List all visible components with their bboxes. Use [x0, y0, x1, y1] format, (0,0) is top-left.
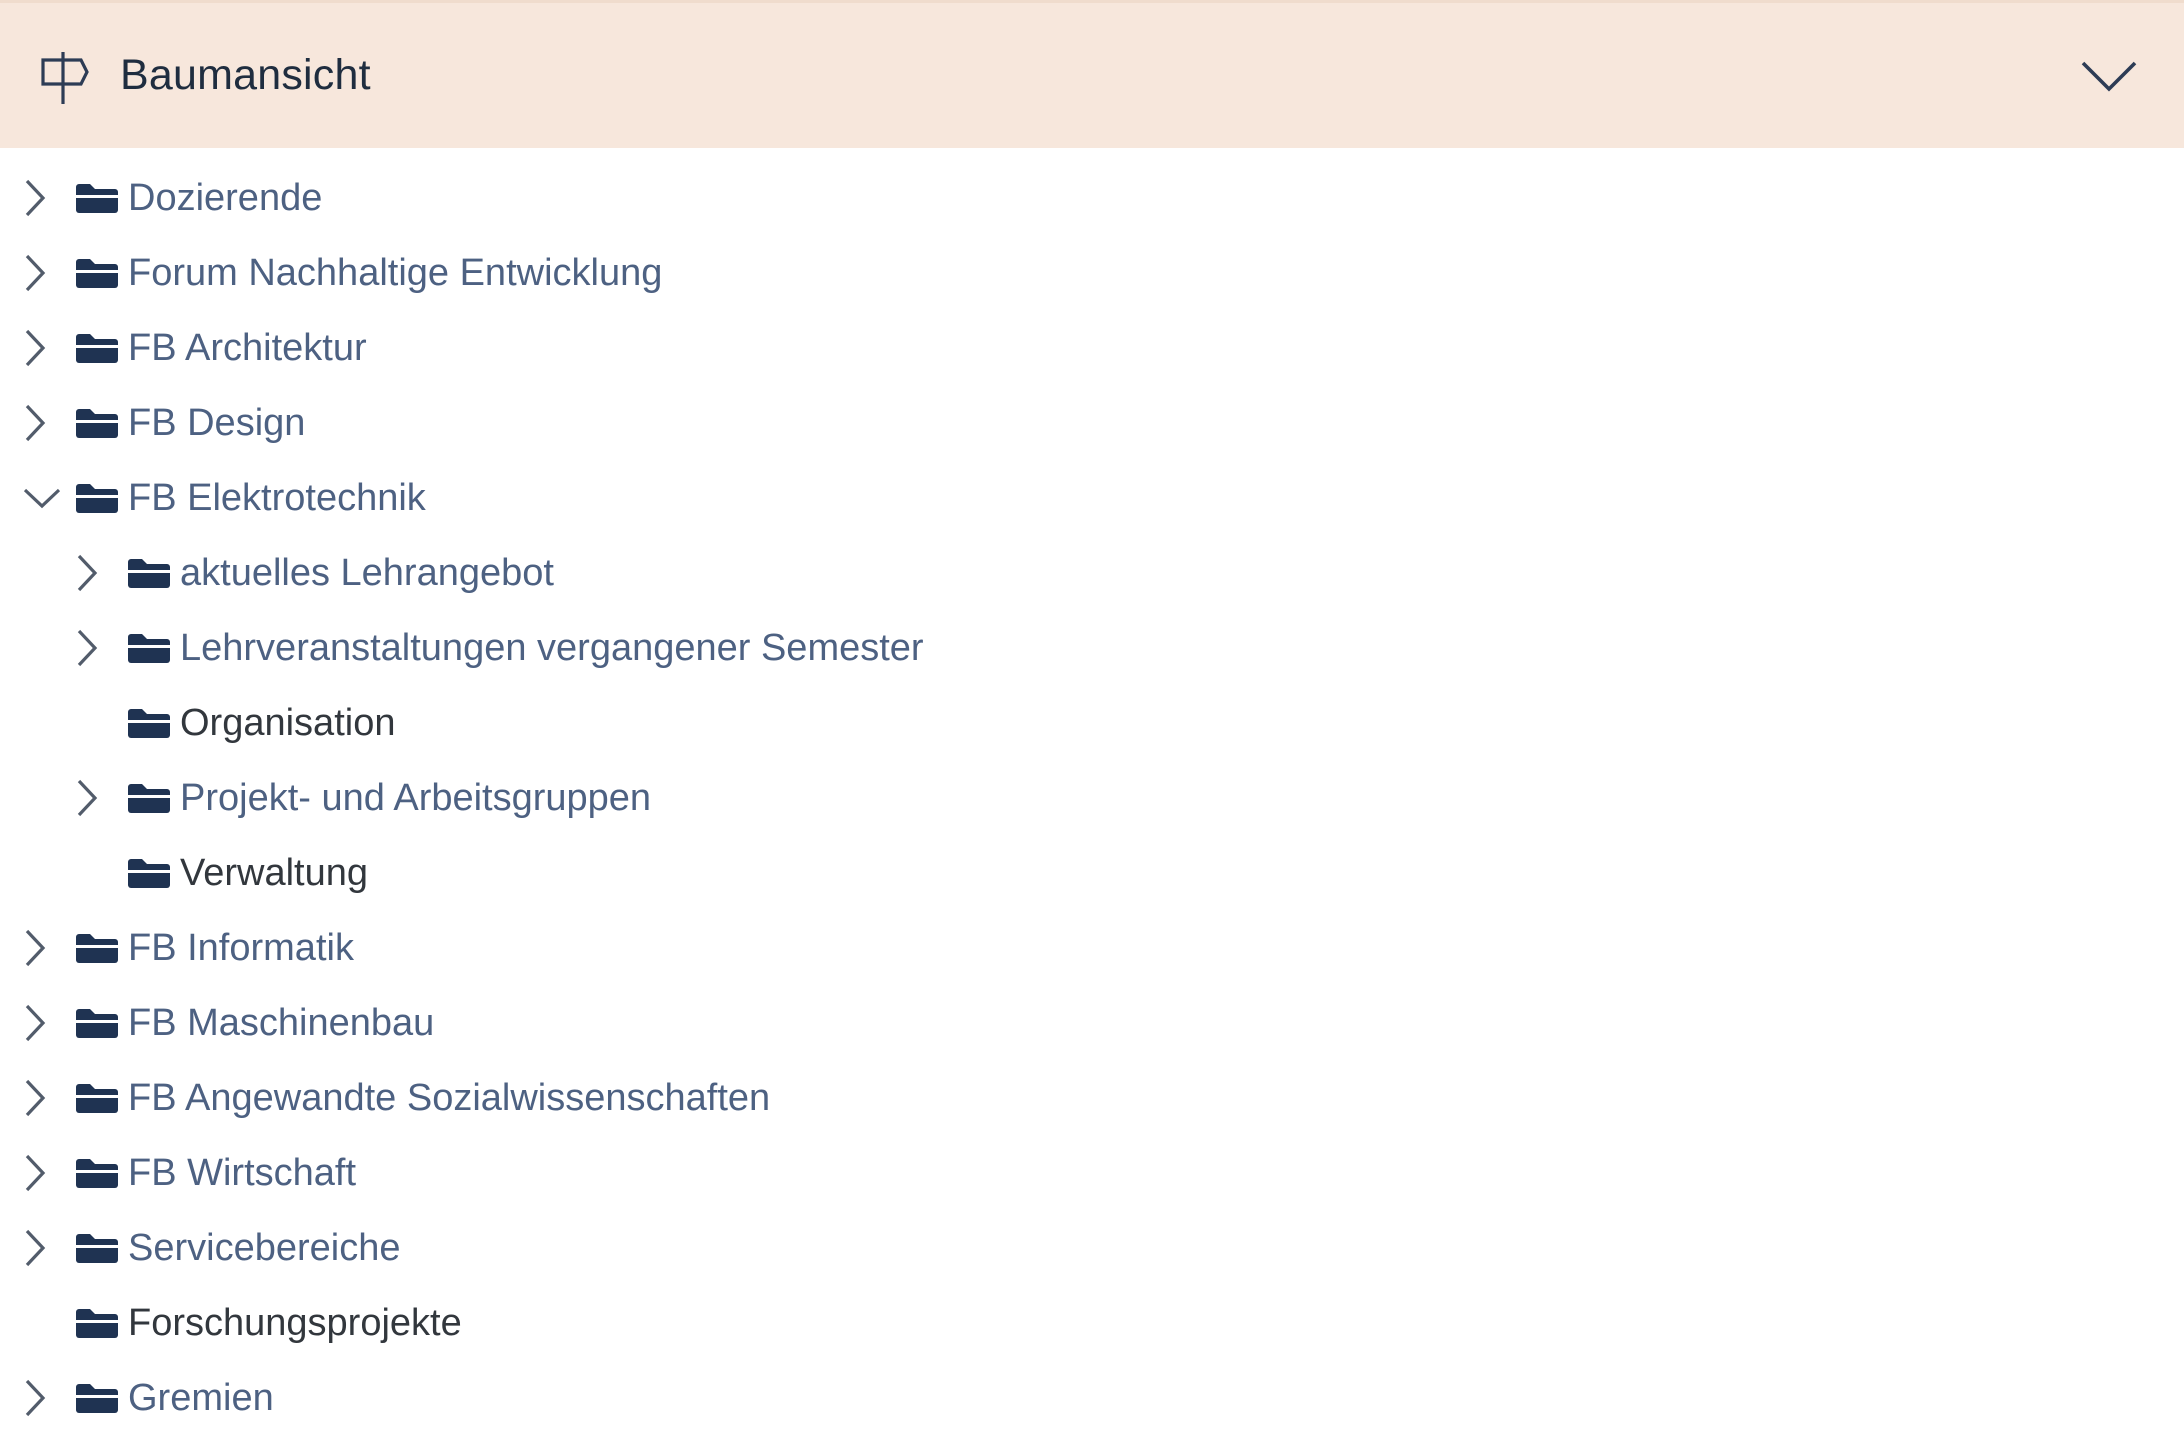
chevron-right-icon[interactable]	[74, 628, 126, 668]
tree-node[interactable]	[0, 910, 2184, 985]
folder-icon	[74, 1231, 128, 1265]
tree-node[interactable]	[0, 685, 2184, 760]
chevron-down-icon[interactable]	[22, 485, 74, 511]
tree-node-label[interactable]: FB Wirtschaft	[128, 1151, 357, 1194]
tree-node[interactable]	[0, 760, 2184, 835]
tree-node[interactable]	[0, 535, 2184, 610]
tree-node-label[interactable]: FB Maschinenbau	[128, 1001, 435, 1044]
tree-node[interactable]	[0, 835, 2184, 910]
tree-node-label[interactable]: Gremien	[128, 1376, 274, 1419]
folder-icon	[126, 631, 180, 665]
folder-icon	[74, 1006, 128, 1040]
tree-node-label[interactable]: FB Angewandte Sozialwissenschaften	[128, 1076, 771, 1119]
tree-node-label[interactable]: FB Informatik	[128, 926, 354, 969]
tree-node-label: Forschungsprojekte	[128, 1301, 462, 1344]
chevron-down-icon[interactable]	[2074, 59, 2144, 93]
chevron-right-icon[interactable]	[74, 778, 126, 818]
tree-node[interactable]	[0, 1210, 2184, 1285]
page-title: Baumansicht	[120, 51, 371, 99]
tree-node-label[interactable]: Servicebereiche	[128, 1226, 401, 1269]
folder-icon	[74, 481, 128, 515]
tree-node-label: Organisation	[180, 701, 396, 744]
chevron-right-icon[interactable]	[22, 328, 74, 368]
tree-node[interactable]	[0, 235, 2184, 310]
folder-icon	[74, 406, 128, 440]
folder-icon	[74, 931, 128, 965]
tree-node-label[interactable]: Dozierende	[128, 176, 323, 219]
tree-node[interactable]	[0, 385, 2184, 460]
tree-node-label: Verwaltung	[180, 851, 369, 894]
chevron-right-icon[interactable]	[22, 253, 74, 293]
signpost-icon	[24, 46, 102, 106]
folder-icon	[74, 256, 128, 290]
chevron-right-icon[interactable]	[74, 553, 126, 593]
tree-node[interactable]	[0, 160, 2184, 235]
tree-node[interactable]	[0, 1135, 2184, 1210]
tree-view-header	[0, 0, 2184, 148]
tree-node[interactable]	[0, 1060, 2184, 1135]
tree-node-label[interactable]: FB Design	[128, 401, 306, 444]
folder-icon	[74, 1081, 128, 1115]
tree-node-label[interactable]: Projekt- und Arbeitsgruppen	[180, 776, 652, 819]
folder-icon	[126, 781, 180, 815]
tree-node[interactable]	[0, 1285, 2184, 1360]
tree-node-label[interactable]: Forum Nachhaltige Entwicklung	[128, 251, 663, 294]
tree-node[interactable]	[0, 985, 2184, 1060]
folder-icon	[74, 1156, 128, 1190]
folder-icon	[74, 181, 128, 215]
folder-icon	[74, 1381, 128, 1415]
chevron-right-icon[interactable]	[22, 1378, 74, 1418]
tree-node-label[interactable]: Lehrveranstaltungen vergangener Semester	[180, 626, 924, 669]
folder-icon	[126, 856, 180, 890]
chevron-right-icon[interactable]	[22, 1003, 74, 1043]
chevron-right-icon[interactable]	[22, 1228, 74, 1268]
chevron-right-icon[interactable]	[22, 1078, 74, 1118]
tree-node[interactable]	[0, 1360, 2184, 1435]
tree-node[interactable]	[0, 610, 2184, 685]
chevron-right-icon[interactable]	[22, 928, 74, 968]
tree-node-label[interactable]: FB Architektur	[128, 326, 367, 369]
tree-node[interactable]	[0, 310, 2184, 385]
folder-icon	[126, 556, 180, 590]
tree-node-label[interactable]: aktuelles Lehrangebot	[180, 551, 554, 594]
chevron-right-icon[interactable]	[22, 1153, 74, 1193]
folder-icon	[74, 331, 128, 365]
chevron-right-icon[interactable]	[22, 403, 74, 443]
tree-node-list	[0, 148, 2184, 1435]
folder-icon	[126, 706, 180, 740]
tree-node-label[interactable]: FB Elektrotechnik	[128, 476, 426, 519]
tree-node[interactable]	[0, 460, 2184, 535]
chevron-right-icon[interactable]	[22, 178, 74, 218]
folder-icon	[74, 1306, 128, 1340]
